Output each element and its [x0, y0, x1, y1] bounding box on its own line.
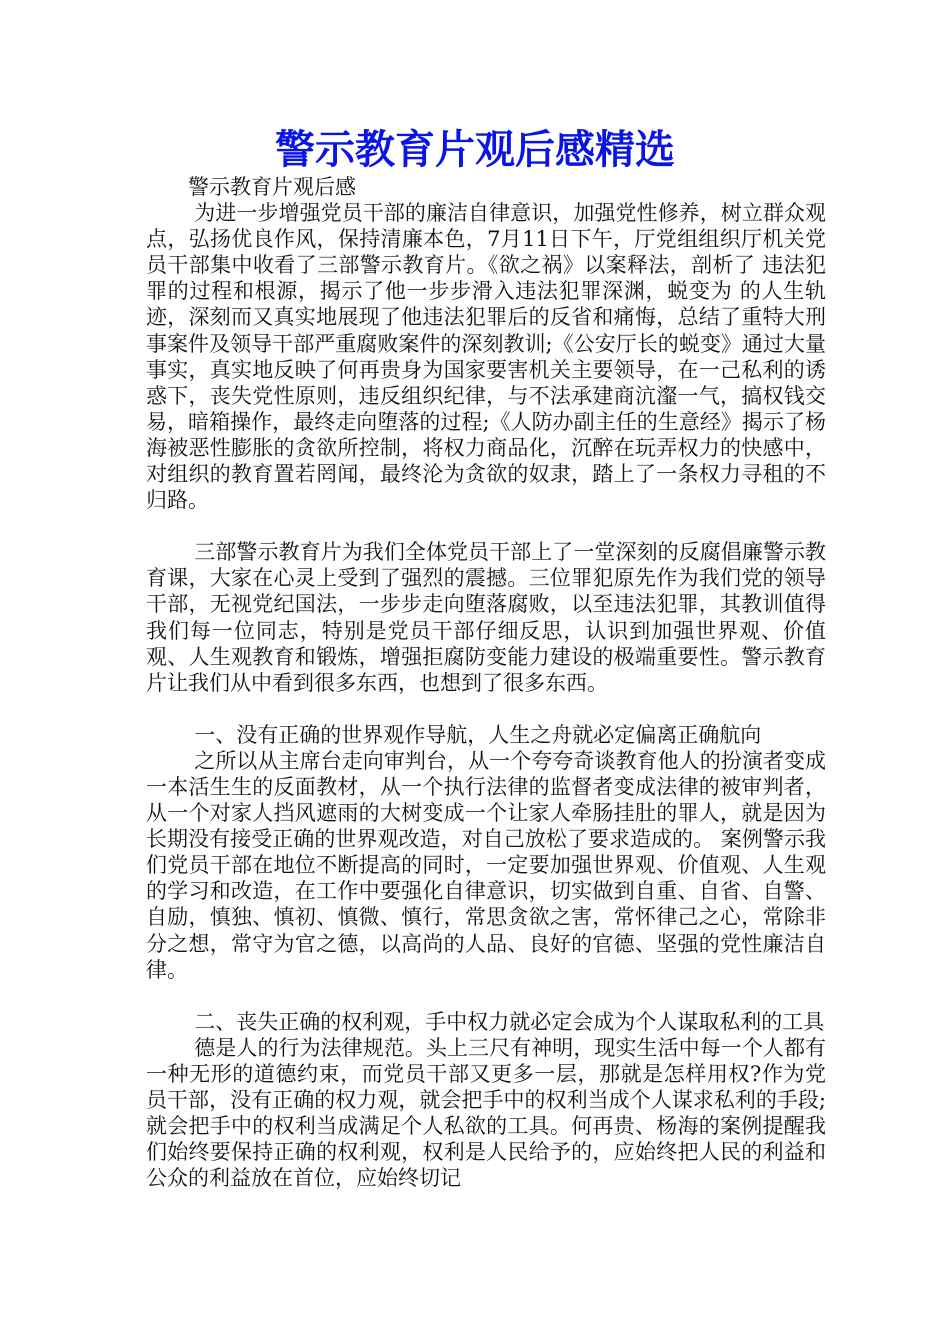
- paragraph-reflection: 三部警示教育片为我们全体党员干部上了一堂深刻的反腐倡廉警示教育课，大家在心灵上受到了强烈的震撼。三位罪犯原先作为我们党的领导干部，无视党纪国法，一步步走向堕落腐败，以至违法犯罪，其教训值得我们每一位同志，特别是党员干部仔细反思，认识到加强世界观、价值观、人生观教育和锻炼，增强拒腐防变能力建设的极端重要性。警示教育片让我们从中看到很多东西，也想到了很多东西。: [146, 540, 826, 695]
- paragraph-section-2: 德是人的行为法律规范。头上三尺有神明，现实生活中每一个人都有一种无形的道德约束，而党员干部又更多一层，那就是怎样用权?作为党员干部，没有正确的权力观，就会把手中的权利当成个人谋求私利的手段;就会把手中的权利当成满足个人私欲的工具。何再贵、杨海的案例提醒我们始终要保持正确的权利观，权利是人民给予的，应始终把人民的利益和公众的利益放在首位，应始终切记: [146, 1035, 826, 1191]
- section-heading-1: 一、没有正确的世界观作导航，人生之舟就必定偏离正确航向: [194, 722, 762, 747]
- paragraph-intro: 为进一步增强党员干部的廉洁自律意识，加强党性修养，树立群众观点，弘扬优良作风，保持清廉本色，7月11日下午，厅党组组织厅机关党员干部集中收看了三部警示教育片。《欲之祸》以案释法，剖析了 违法犯罪的过程和根源，揭示了他一步步滑入违法犯罪深渊，蜕变为 的人生轨迹，深刻而又真实地展现了他违法犯罪后的反省和痛悔，总结了重特大刑事案件及领导干部严重腐败案件的深刻教训;《公安厅长的蜕变》通过大量事实，真实地反映了何再贵身为国家要害机关主要领导，在一己私利的诱惑下，丧失党性原则，违反组织纪律，与不法承建商沆瀣一气，搞权钱交易，暗箱操作，最终走向堕落的过程;《人防办副主任的生意经》揭示了杨海被恶性膨胀的贪欲所控制，将权力商品化，沉醉在玩弄权力的快感中，对组织的教育置若罔闻，最终沦为贪欲的奴隶，踏上了一条权力寻租的不归路。: [146, 201, 826, 513]
- document-subtitle: 警示教育片观后感: [188, 175, 356, 199]
- section-heading-2: 二、丧失正确的权利观，手中权力就必定会成为个人谋取私利的工具: [194, 1009, 825, 1034]
- document-title: 警示教育片观后感精选: [275, 127, 675, 173]
- document-body: [146, 174, 826, 1191]
- paragraph-section-1: 之所以从主席台走向审判台，从一个夸夸奇谈教育他人的扮演者变成一本活生生的反面教材，从一个执行法律的监督者变成法律的被审判者，从一个对家人挡风遮雨的大树变成一个让家人牵肠挂肚的罪人，就是因为长期没有接受正确的世界观改造，对自己放松了要求造成的。 案例警示我们党员干部在地位不断提高的同时，一定要加强世界观、价值观、人生观的学习和改造，在工作中要强化自律意识，切实做到自重、自省、自警、自励，慎独、慎初、慎微、慎行，常思贪欲之害，常怀律己之心，常除非分之想，常守为官之德，以高尚的人品、良好的官德、坚强的党性廉洁自律。: [146, 748, 826, 982]
